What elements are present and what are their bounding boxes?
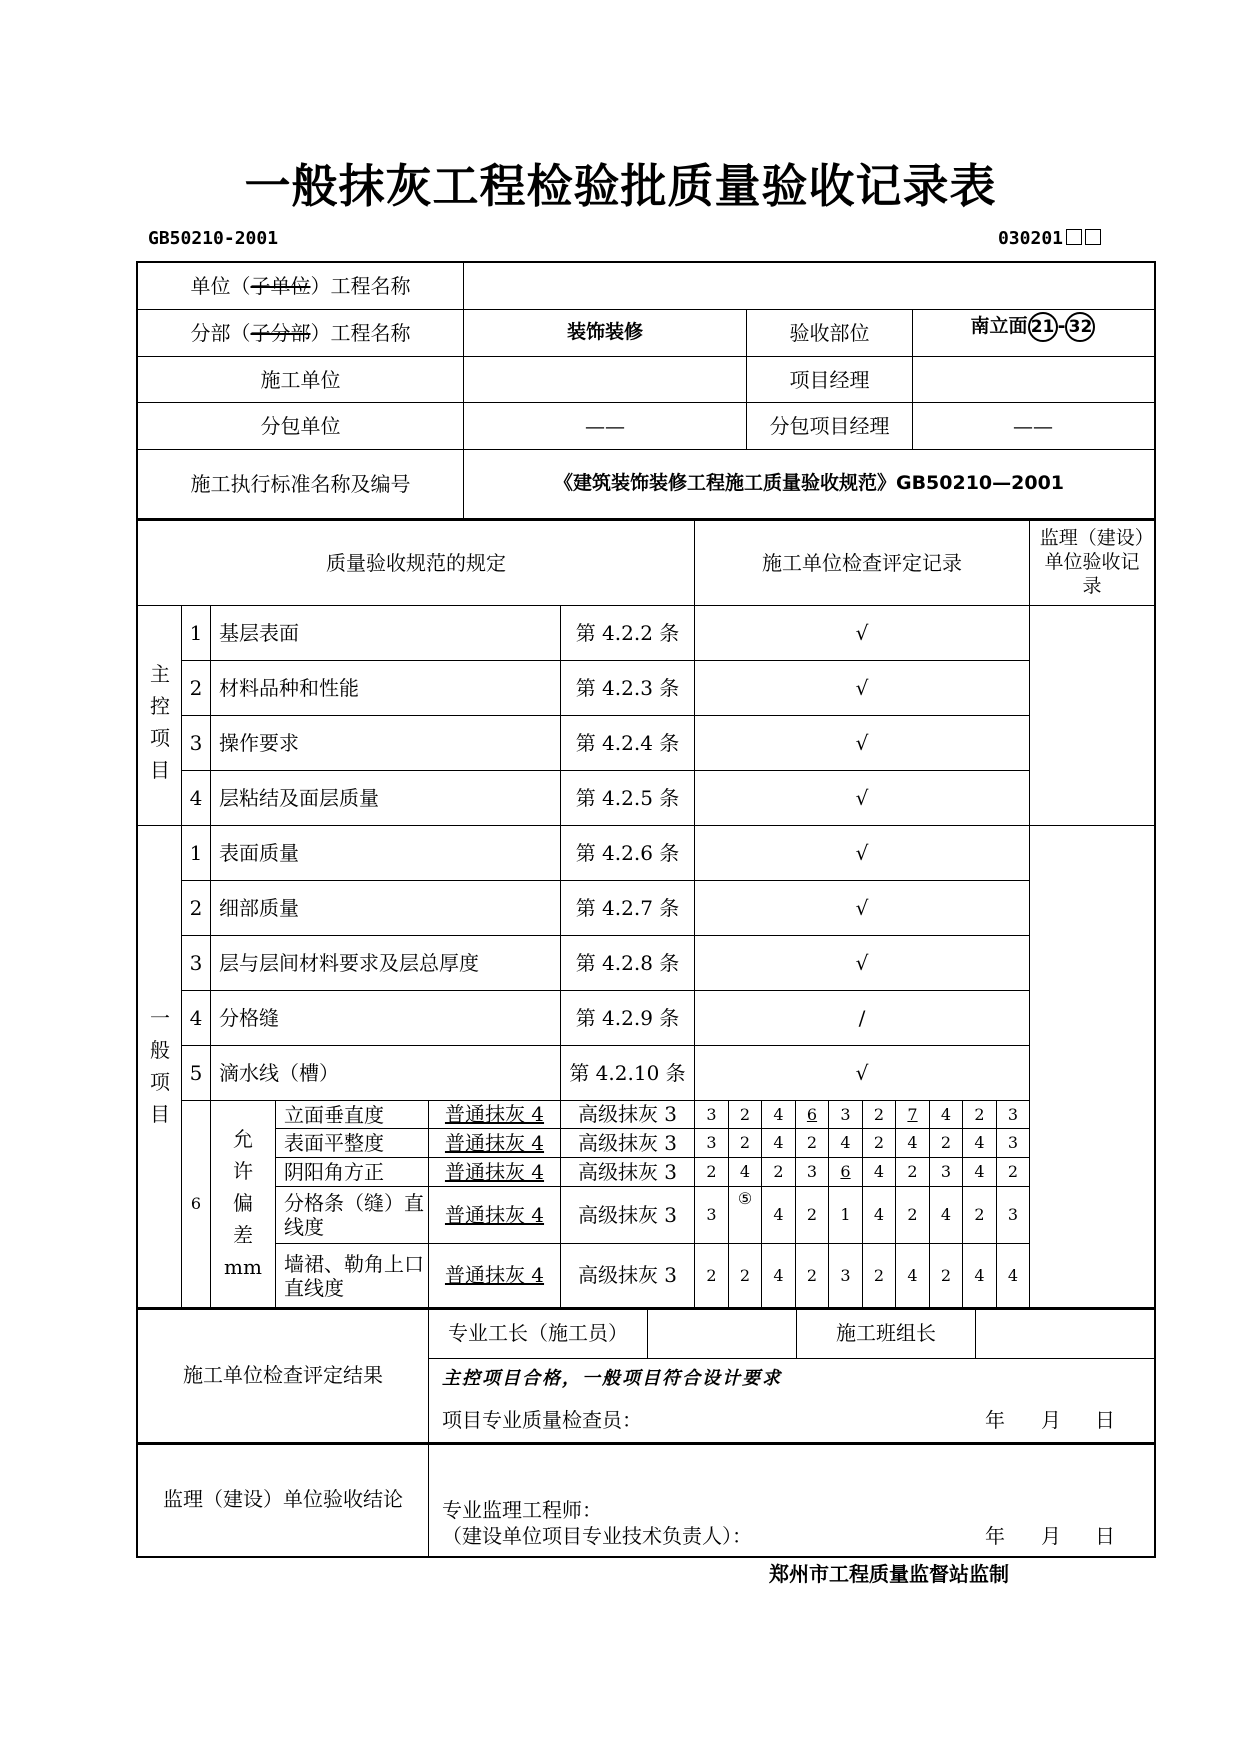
foreman-value[interactable] [648, 1308, 796, 1358]
acceptance-part-value[interactable]: 南立面 21 - 32 [913, 304, 1153, 350]
measured-value[interactable]: 2 [806, 1205, 818, 1224]
main-item-result[interactable]: √ [855, 675, 869, 700]
constructor-value[interactable] [464, 357, 746, 403]
team-leader-label: 施工班组长 [836, 1320, 936, 1345]
deviation-item-name: 墙裙、勒角上口直线度 [284, 1251, 424, 1300]
division-project-value[interactable]: 装饰装修 [566, 321, 643, 344]
general-item-clause: 第 4.2.10 条 [569, 1060, 686, 1085]
measured-value[interactable]: 4 [974, 1133, 985, 1152]
measured-value[interactable]: 3 [840, 1104, 851, 1124]
constructor-result-label: 施工单位检查评定结果 [183, 1362, 383, 1387]
sub-project-manager-label: 分包项目经理 [769, 413, 890, 438]
main-item-result[interactable]: √ [855, 785, 869, 810]
footer-issuer: 郑州市工程质量监督站监制 [769, 1562, 1009, 1586]
main-item-clause: 第 4.2.3 条 [575, 675, 680, 700]
main-item-number: 3 [189, 730, 203, 755]
general-item-result[interactable]: √ [855, 840, 869, 865]
allowable-deviation-label: 允 许 偏 差 mm [224, 1127, 262, 1279]
main-item-name: 层粘结及面层质量 [219, 785, 379, 810]
supervision-engineer-label: 专业监理工程师： [442, 1497, 602, 1522]
main-item-name: 操作要求 [219, 730, 299, 755]
supervision-year-label: 年 [985, 1523, 1005, 1548]
deviation-item-name: 阴阳角方正 [284, 1160, 384, 1184]
main-item-name: 材料品种和性能 [219, 675, 359, 700]
measured-value[interactable]: 2 [907, 1205, 918, 1224]
measured-value[interactable]: 3 [1007, 1205, 1019, 1224]
general-item-clause: 第 4.2.8 条 [575, 950, 680, 975]
measured-value[interactable]: 6 [806, 1104, 818, 1124]
measured-value[interactable]: 4 [1007, 1265, 1019, 1285]
foreman-label: 专业工长（施工员） [448, 1320, 628, 1345]
general-item-number: 4 [189, 1005, 203, 1030]
measured-value[interactable]: 4 [873, 1162, 885, 1181]
quality-inspector-label: 项目专业质量检查员： [442, 1407, 642, 1432]
general-item-result[interactable]: √ [855, 895, 869, 920]
measured-value[interactable]: 4 [974, 1162, 985, 1181]
deviation-item-number: 6 [190, 1194, 202, 1213]
general-item-name: 滴水线（槽） [219, 1060, 339, 1085]
unit-project-value[interactable] [464, 263, 1154, 309]
measured-value[interactable]: 4 [773, 1265, 784, 1285]
general-item-result[interactable]: / [858, 1005, 866, 1030]
measured-value[interactable]: 4 [773, 1133, 784, 1152]
deviation-item-name: 立面垂直度 [284, 1102, 384, 1127]
general-item-number: 3 [189, 950, 203, 975]
measured-value[interactable]: 3 [806, 1162, 818, 1181]
measured-value[interactable]: 3 [1007, 1133, 1019, 1152]
code-box-2 [1085, 229, 1101, 245]
constructor-conclusion[interactable]: 主控项目合格，一般项目符合设计要求 [442, 1367, 782, 1389]
measured-value[interactable]: 2 [773, 1162, 784, 1181]
measured-value[interactable]: 4 [940, 1205, 952, 1224]
normal-tolerance: 普通抹灰 4 [444, 1202, 545, 1227]
high-tolerance: 高级抹灰 3 [577, 1130, 678, 1155]
grid-line [428, 1358, 1155, 1359]
supervisor-column-header: 监理（建设）单位验收记录 [1039, 527, 1145, 597]
measured-value[interactable]: 7 [907, 1104, 918, 1124]
circled-number: 32 [1065, 312, 1095, 342]
main-item-number: 4 [189, 785, 203, 810]
main-control-group-label: 主 控 项 目 [150, 662, 170, 782]
measured-value[interactable]: 2 [907, 1162, 918, 1181]
main-item-name: 基层表面 [219, 620, 299, 645]
normal-tolerance: 普通抹灰 4 [444, 1159, 545, 1184]
main-item-result[interactable]: √ [855, 620, 869, 645]
general-item-number: 1 [189, 840, 203, 865]
division-project-label: 分部（ 子分部 ）工程名称 [190, 320, 411, 345]
measured-value[interactable]: 2 [739, 1265, 751, 1285]
measured-value[interactable]: 3 [940, 1162, 952, 1181]
owner-technical-lead-label: （建设单位项目专业技术负责人）： [442, 1523, 752, 1548]
circled-number: 21 [1028, 312, 1058, 342]
standard-label: 施工执行标准名称及编号 [190, 471, 411, 496]
subcontractor-label: 分包单位 [260, 413, 341, 438]
main-item-number: 1 [189, 620, 203, 645]
main-item-clause: 第 4.2.4 条 [575, 730, 680, 755]
general-item-clause: 第 4.2.6 条 [575, 840, 680, 865]
result-month-label: 月 [1041, 1407, 1061, 1432]
measured-value[interactable]: 2 [739, 1104, 751, 1124]
measured-value[interactable]: 2 [806, 1265, 818, 1285]
measured-value[interactable]: 6 [840, 1162, 851, 1181]
main-item-number: 2 [189, 675, 203, 700]
measured-value[interactable]: 3 [840, 1265, 851, 1285]
high-tolerance: 高级抹灰 3 [577, 1263, 678, 1287]
supervision-conclusion-label: 监理（建设）单位验收结论 [163, 1486, 403, 1511]
result-day-label: 日 [1095, 1407, 1115, 1432]
measured-value[interactable]: 1 [840, 1205, 851, 1224]
form-title: 一般抹灰工程检验批质量验收记录表 [244, 159, 997, 213]
project-manager-label: 项目经理 [789, 367, 870, 392]
measured-value[interactable]: 2 [806, 1133, 818, 1152]
normal-tolerance: 普通抹灰 4 [444, 1263, 545, 1287]
measured-value[interactable]: 2 [940, 1265, 952, 1285]
sub-project-manager-value[interactable]: —— [1013, 413, 1053, 438]
measured-value[interactable]: 3 [706, 1104, 717, 1124]
measured-value[interactable]: 4 [907, 1265, 918, 1285]
measured-value[interactable]: 4 [773, 1205, 784, 1224]
general-item-name: 分格缝 [219, 1005, 279, 1030]
general-item-clause: 第 4.2.7 条 [575, 895, 680, 920]
general-item-result[interactable]: √ [855, 950, 869, 975]
measured-value[interactable]: 2 [974, 1104, 985, 1124]
high-tolerance: 高级抹灰 3 [577, 1202, 678, 1227]
normal-tolerance: 普通抹灰 4 [444, 1102, 545, 1126]
project-manager-value[interactable] [913, 357, 1153, 403]
team-leader-value[interactable] [976, 1308, 1154, 1358]
measured-value[interactable]: 4 [739, 1162, 751, 1181]
measured-value[interactable]: 2 [739, 1133, 751, 1152]
measured-value[interactable]: 2 [873, 1104, 885, 1124]
code-box-1 [1066, 229, 1082, 245]
check-column-header: 施工单位检查评定记录 [762, 550, 962, 575]
measured-value[interactable]: 4 [873, 1205, 885, 1224]
supervision-day-label: 日 [1095, 1523, 1115, 1548]
high-tolerance: 高级抹灰 3 [577, 1102, 678, 1126]
spec-column-header: 质量验收规范的规定 [326, 550, 506, 575]
constructor-label: 施工单位 [260, 367, 341, 392]
general-group-label: 一 般 项 目 [150, 1006, 170, 1126]
measured-value[interactable]: 2 [706, 1265, 717, 1285]
measured-value[interactable]: 3 [1007, 1104, 1019, 1124]
general-item-number: 5 [189, 1060, 203, 1085]
normal-tolerance: 普通抹灰 4 [444, 1130, 545, 1155]
form-code: 030201 [998, 228, 1101, 249]
subcontractor-value[interactable]: —— [585, 413, 625, 438]
measured-value[interactable]: 3 [706, 1133, 717, 1152]
measured-value[interactable]: 2 [940, 1133, 952, 1152]
measured-value[interactable]: 2 [873, 1133, 885, 1152]
deviation-item-name: 表面平整度 [284, 1131, 384, 1155]
general-item-clause: 第 4.2.9 条 [575, 1005, 680, 1030]
standard-code: GB50210-2001 [148, 228, 279, 249]
supervision-month-label: 月 [1041, 1523, 1061, 1548]
main-item-result[interactable]: √ [855, 730, 869, 755]
deviation-item-name: 分格条（缝）直线度 [284, 1191, 424, 1239]
unit-project-label: 单位（ 子单位 ）工程名称 [190, 273, 411, 298]
measured-value[interactable]: 2 [1007, 1162, 1019, 1181]
main-item-clause: 第 4.2.5 条 [575, 785, 680, 810]
acceptance-part-label: 验收部位 [789, 320, 870, 345]
result-year-label: 年 [985, 1407, 1005, 1432]
measured-value[interactable]: 4 [974, 1265, 985, 1285]
general-item-number: 2 [189, 895, 203, 920]
measured-value[interactable]: 4 [907, 1133, 918, 1152]
general-item-name: 细部质量 [219, 895, 299, 920]
general-item-name: 表面质量 [219, 840, 299, 865]
measured-value[interactable]: 4 [840, 1133, 851, 1152]
general-item-name: 层与层间材料要求及层总厚度 [219, 950, 479, 975]
general-item-result[interactable]: √ [855, 1060, 869, 1085]
standard-value[interactable]: 《建筑装饰装修工程施工质量验收规范》GB50210—2001 [553, 472, 1065, 495]
high-tolerance: 高级抹灰 3 [577, 1159, 678, 1184]
measured-value[interactable]: 2 [873, 1265, 885, 1285]
measured-value[interactable]: 2 [706, 1162, 717, 1181]
measured-value[interactable]: 3 [706, 1205, 717, 1224]
measured-value[interactable]: 4 [773, 1104, 784, 1124]
main-item-clause: 第 4.2.2 条 [575, 620, 680, 645]
measured-value[interactable]: ⑤ [737, 1189, 753, 1208]
measured-value[interactable]: 2 [974, 1205, 985, 1224]
measured-value[interactable]: 4 [940, 1104, 952, 1124]
